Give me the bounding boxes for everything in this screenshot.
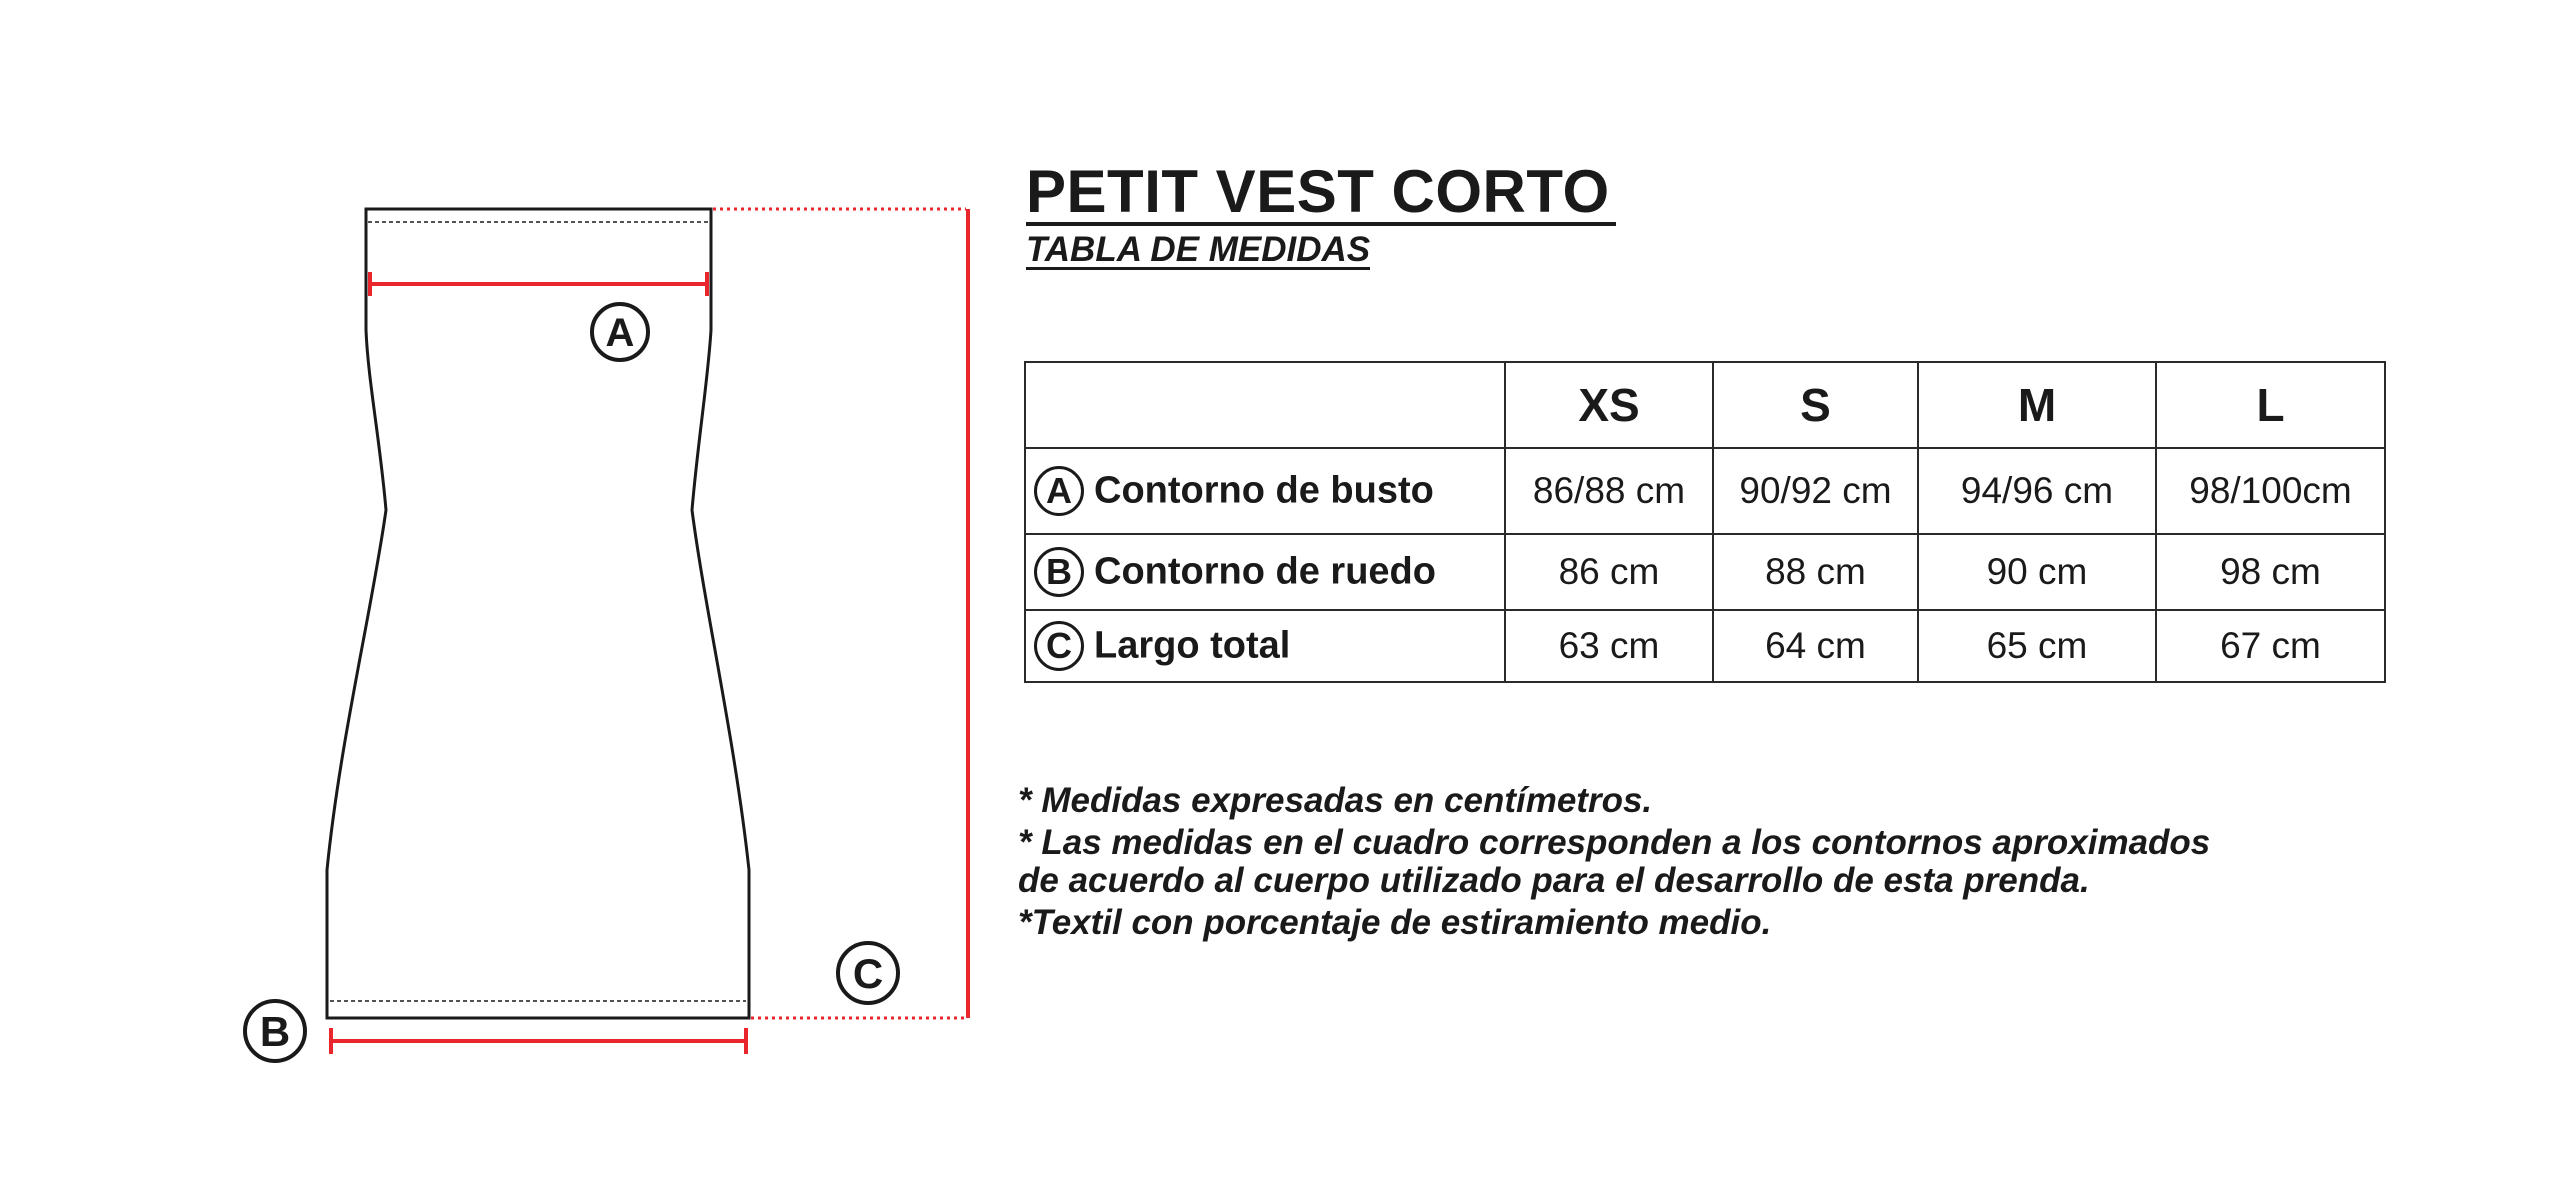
row-label-text: Largo total [1094, 624, 1291, 667]
note-contours: * Las medidas en el cuadro corresponden a los contornos aproximados de acuerdo al cuerpo utilizado para el desarrollo de esta prenda. [1018, 823, 2211, 900]
marker-b [245, 1001, 305, 1061]
row-label-text: Contorno de ruedo [1094, 550, 1436, 593]
table-cell: 67 cm [2156, 610, 2385, 682]
row-label-text: Contorno de busto [1094, 469, 1434, 512]
row-marker-c: C [1034, 621, 1084, 671]
table-cell: 94/96 cm [1918, 448, 2156, 534]
table-cell: 86/88 cm [1505, 448, 1713, 534]
row-marker-b: B [1034, 547, 1084, 597]
table-row [1025, 448, 2385, 534]
header-size-s: S [1713, 362, 1918, 448]
table-row [1025, 610, 2385, 682]
row-label-length [1025, 610, 1505, 682]
marker-c-letter: C [852, 950, 884, 997]
row-label-bust [1025, 448, 1505, 534]
note-units: * Medidas expresadas en centímetros. [1018, 781, 1653, 820]
marker-a-letter: A [605, 311, 635, 355]
table-cell: 65 cm [1918, 610, 2156, 682]
table-cell: 90/92 cm [1713, 448, 1918, 534]
garment-outline [327, 209, 749, 1018]
marker-a [592, 304, 648, 360]
table-row [1025, 534, 2385, 610]
note-fabric: *Textil con porcentaje de estiramiento medio. [1018, 903, 1772, 942]
table-cell: 64 cm [1713, 610, 1918, 682]
marker-b-letter: B [259, 1008, 291, 1055]
page-title: PETIT VEST CORTO [1026, 162, 1616, 226]
table-cell: 86 cm [1505, 534, 1713, 610]
garment-diagram [0, 0, 1000, 1177]
table-cell: 90 cm [1918, 534, 2156, 610]
table-cell: 88 cm [1713, 534, 1918, 610]
header-size-xs: XS [1505, 362, 1713, 448]
measure-line-a [370, 272, 707, 296]
measure-line-c [713, 209, 968, 1018]
table-cell: 98 cm [2156, 534, 2385, 610]
notes-block [1018, 782, 2218, 946]
table-cell: 63 cm [1505, 610, 1713, 682]
table-header-row [1025, 362, 2385, 448]
row-label-hem [1025, 534, 1505, 610]
header-size-m: M [1918, 362, 2156, 448]
measure-line-b [331, 1028, 746, 1054]
marker-c [838, 943, 898, 1003]
size-table [1024, 361, 2386, 683]
page-subtitle: TABLA DE MEDIDAS [1026, 230, 1371, 269]
row-marker-a: A [1034, 466, 1084, 516]
header-empty-cell [1025, 362, 1505, 448]
header-size-l: L [2156, 362, 2385, 448]
table-cell: 98/100cm [2156, 448, 2385, 534]
